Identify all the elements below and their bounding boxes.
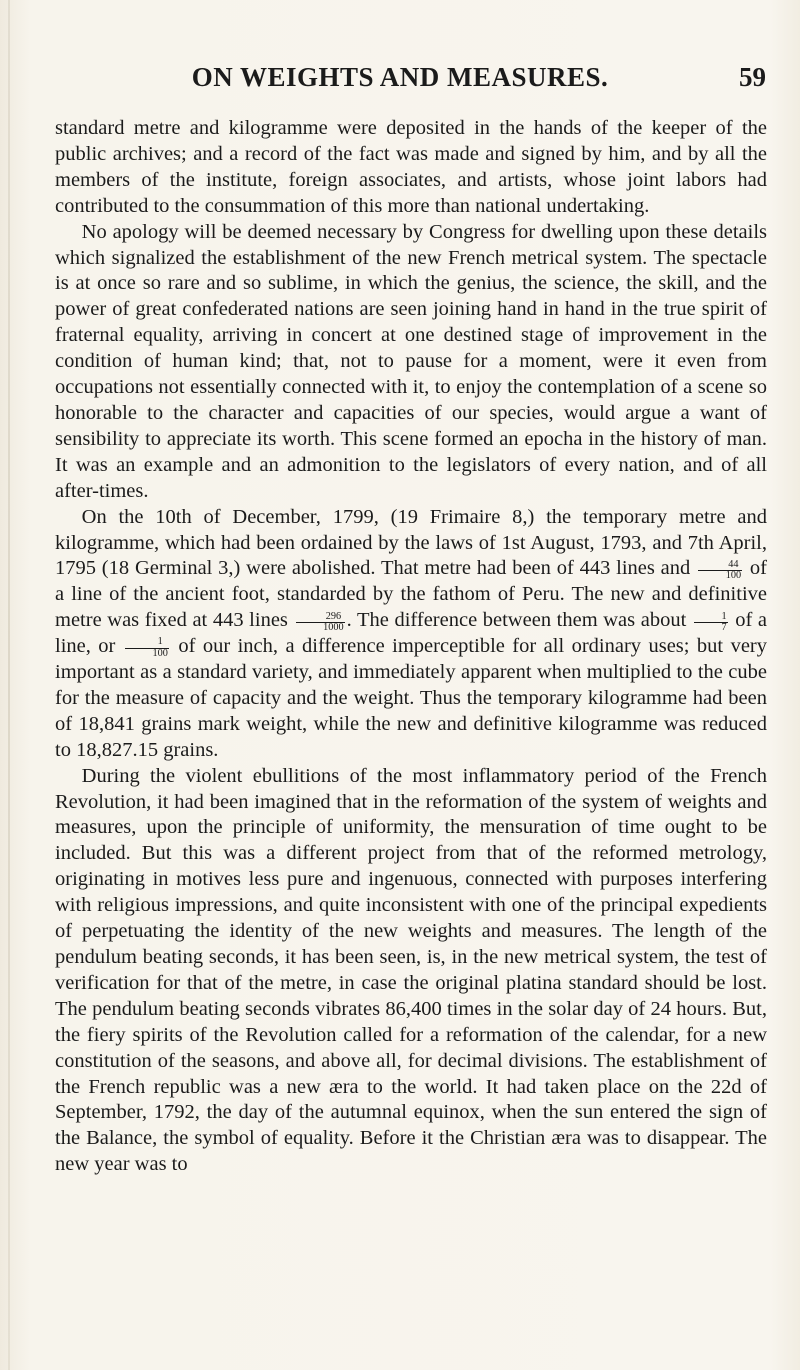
paragraph-3-text-c: . The difference between them was about [346,609,687,632]
paragraph-3-text-e: of our inch, a difference imperceptible for all ordinary uses; but very important as a standard variety, and immediately apparent when multiplied to the cube for the measure of capacity and the weight. Thus the temporary kilogramme had been of 18,841 grains mark weight, while the new and definitive kilogramme was reduced to 18,827.15 grains. [55,635,767,761]
paragraph-3-text-a: On the 10th of December, 1799, (19 Frimaire 8,) the temporary metre and kilogramme, which had been ordained by the laws of 1st August, 1793, and 7th April, 1795 (18 Germinal 3,) were abolished. That metre had been of 443 lines and [55,505,767,580]
body-text [55,116,767,1356]
fraction-44-100 [698,560,742,582]
paragraph-2: No apology will be deemed necessary by Congress for dwelling upon these details which signalized the establishment of the new French metrical system. The spectacle is at once so rare and so sublime, in which the genius, the science, the skill, and the power of great confederated nations are seen joining hand in hand in the true spirit of fraternal equality, arriving in concert at one destined stage of improvement in the condition of human kind; that, not to pause for a moment, were it even from occupations not essentially connected with it, to enjoy the contemplation of a scene so honorable to the character and capacities of our species, would argue a want of sensibility to appreciate its worth. This scene formed an epocha in the history of man. It was an example and an admonition to the legislators of every nation, and of all after-times. [55,220,767,502]
fraction-denominator: 100 [152,647,168,659]
paragraph-3 [55,505,767,764]
paragraph-3-text-b: of a line of the ancient foot, standarded by the fathom of Peru. The new and definitive metre was fixed at 443 lines [55,557,767,632]
page-header [0,62,800,102]
fraction-numerator: 44 [698,560,742,571]
fraction-1-7 [694,612,728,634]
fraction-1-100 [125,637,169,659]
running-title: ON WEIGHTS AND MEASURES. [191,62,609,92]
fraction-denominator: 100 [725,569,742,581]
fraction-numerator: 1 [125,637,169,648]
page-edge-rule [8,0,10,1370]
fraction-denominator: 7 [721,621,727,633]
fraction-numerator: 296 [296,612,345,623]
page-number: 59 [739,62,766,92]
fraction-296-1000 [296,612,345,634]
paragraph-1: standard metre and kilogramme were deposited in the hands of the keeper of the public archives; and a record of the fact was made and signed by him, and by all the members of the institute, foreign associates, and artists, whose joint labors had contributed to the consummation of this more than national undertaking. [55,117,767,217]
fraction-numerator: 1 [694,612,728,623]
fraction-denominator: 1000 [323,621,344,633]
paragraph-4: During the violent ebullitions of the most inflammatory period of the French Revolution, it had been imagined that in the reformation of the system of weights and measures, upon the principle of uniformity, the mensuration of time ought to be included. But this was a different project from that of the reformed metrology, originating in motives less pure and ingenuous, connected with purposes interfering with religious impressions, and quite inconsistent with one of the principal expedients of perpetuating the identity of the new weights and measures. The length of the pendulum beating seconds, it has been seen, is, in the new metrical system, the test of verification for that of the metre, in case the original platina standard should be lost. The pendulum beating seconds vibrates 86,400 times in the solar day of 24 hours. But, the fiery spirits of the Revolution called for a reformation of the calendar, for a new constitution of the seasons, and above all, for decimal divisions. The establishment of the French republic was a new æra to the world. It had taken place on the 22d of September, 1792, the day of the autumnal equinox, when the sun entered the sign of the Balance, the symbol of equality. Before it the Christian æra was to disappear. The new year was to [55,764,767,1176]
paragraph-3-text-d: of a line, or [55,609,767,658]
